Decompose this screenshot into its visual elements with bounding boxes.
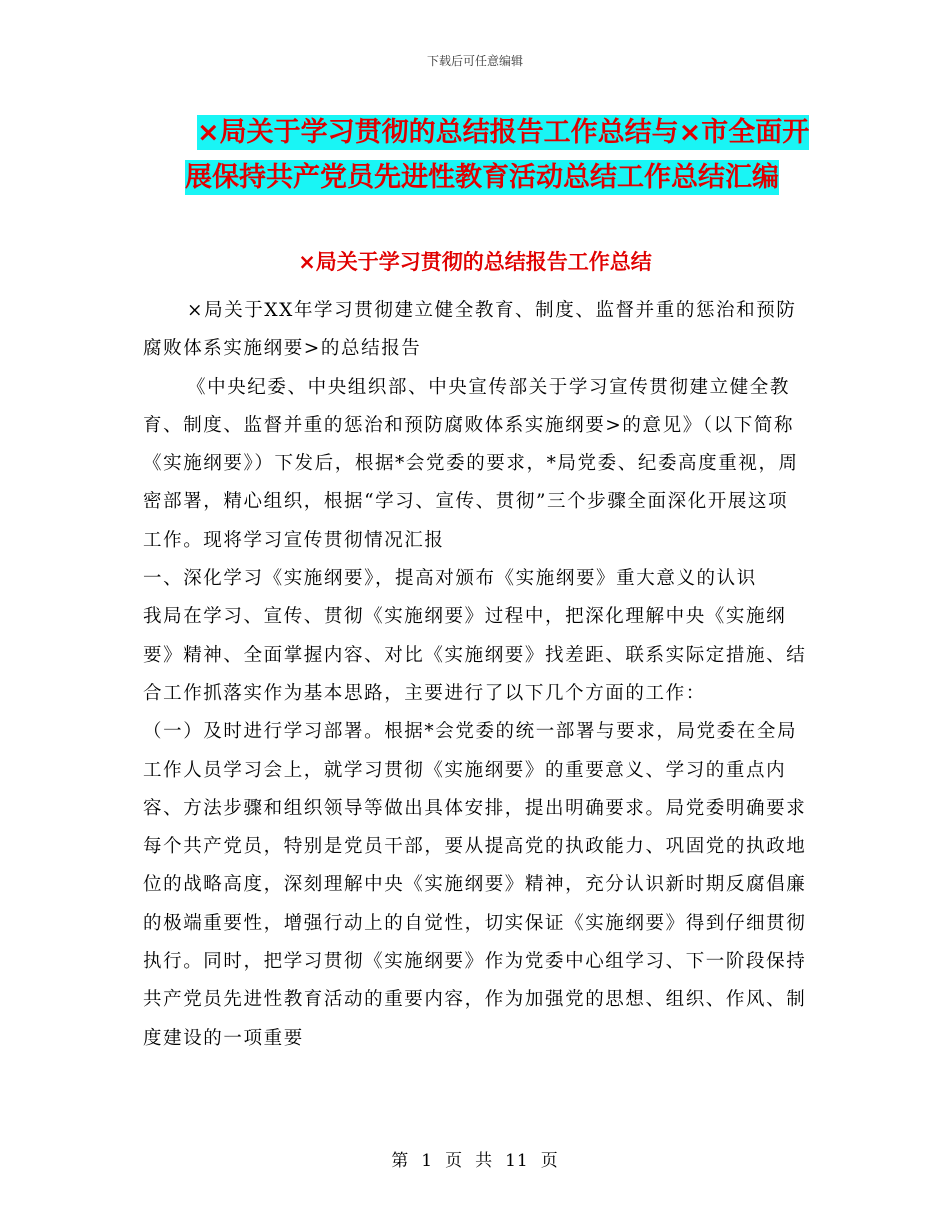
paragraph: 《中央纪委、中央组织部、中央宣传部关于学习宣传贯彻建立健全教育、制度、监督并重的惩治和预防腐败体系实施纲要>的意见》（以下简称《实施纲要》）下发后，根据*会党委的要求，*局党委、纪委高度重视，周密部署，精心组织，根据“学习、宣传、贯彻”三个步骤全面深化开展这项工作。现将学习宣传贯彻情况汇报 — [143, 376, 799, 551]
document-title — [185, 110, 815, 200]
total-pages: 11 — [505, 1151, 529, 1171]
header-note: 下载后可任意编辑 — [426, 54, 523, 68]
title-line-2: 展保持共产党员先进性教育活动总结工作总结汇编 — [185, 162, 779, 193]
page-footer — [0, 1146, 950, 1171]
paragraph: （一）及时进行学习部署。根据*会党委的统一部署与要求，局党委在全局工作人员学习会上，就学习贯彻《实施纲要》的重要意义、学习的重点内容、方法步骤和组织领导等做出具体安排，提出明确要求。局党委明确要求每个共产党员，特别是党员干部，要从提高党的执政能力、巩固党的执政地位的战略高度，深刻理解中央《实施纲要》精神，充分认识新时期反腐倡廉的极端重要性，增强行动上的自觉性，切实保证《实施纲要》得到仔细贯彻执行。同时，把学习贯彻《实施纲要》作为党委中心组学习、下一阶段保持共产党员先进性教育活动的重要内容，作为加强党的思想、组织、作风、制度建设的一项重要 — [143, 721, 807, 1049]
total-label: 共 — [475, 1151, 494, 1171]
document-body — [143, 292, 808, 1058]
section-title: ×局关于学习贯彻的总结报告工作总结 — [298, 250, 652, 274]
page-label: 页 — [445, 1151, 464, 1171]
section-heading: 一、深化学习《实施纲要》，提高对颁布《实施纲要》重大意义的认识 — [143, 568, 757, 590]
page-label: 页 — [540, 1151, 559, 1171]
title-line-1: ×局关于学习贯彻的总结报告工作总结与×市全面开 — [197, 117, 810, 148]
paragraph: ×局关于XX年学习贯彻建立健全教育、制度、监督并重的惩治和预防腐败体系实施纲要>的总结报告 — [143, 300, 797, 360]
page-label: 第 — [391, 1151, 410, 1171]
paragraph: 我局在学习、宣传、贯彻《实施纲要》过程中，把深化理解中央《实施纲要》精神、全面掌握内容、对比《实施纲要》找差距、联系实际定措施、结合工作抓落实作为基本思路，主要进行了以下几个方面的工作： — [143, 606, 807, 704]
page-number: 1 — [421, 1151, 434, 1171]
